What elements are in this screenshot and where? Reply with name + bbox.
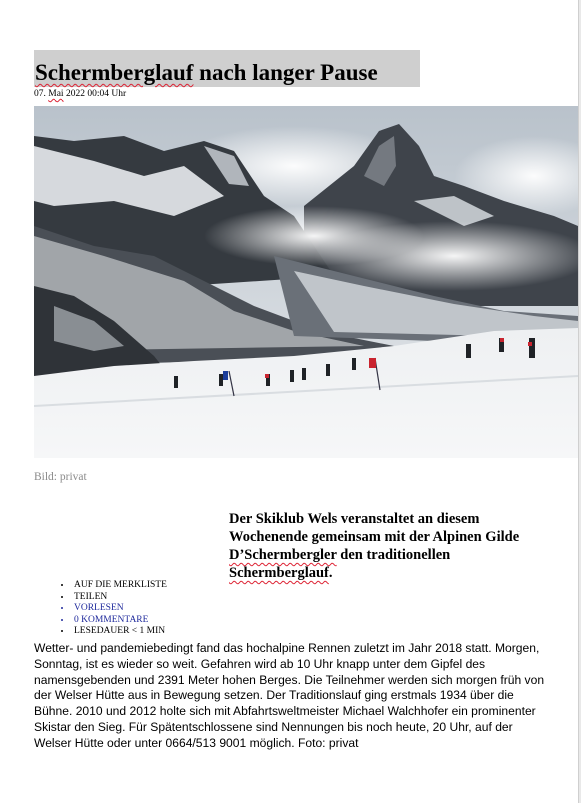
article-lead: Der Skiklub Wels veranstaltet an diesem Wochenende gemeinsam mit der Alpinen Gilde D’Schermbergler den traditionellen Schermberglauf. [229, 511, 520, 581]
article-title: Schermberglauf nach langer Pause [35, 60, 378, 85]
spellcheck-word: Mai [48, 89, 64, 99]
spellcheck-word: Schermberglauf [35, 60, 194, 85]
image-caption: Bild: privat [34, 471, 87, 483]
mountain-photo [34, 106, 578, 458]
article-photo [34, 106, 578, 458]
spellcheck-word: Schermberglauf [229, 565, 329, 581]
add-to-bookmarks-link[interactable]: • AUF DIE MERKLISTE [72, 580, 167, 592]
share-link[interactable]: • TEILEN [72, 592, 167, 604]
read-aloud-link[interactable]: • VORLESEN [72, 603, 167, 615]
article-date: 07. Mai 2022 00:04 Uhr [34, 89, 127, 99]
reading-time: • LESEDAUER < 1 MIN [72, 626, 167, 638]
spellcheck-word: D’Schermbergler [229, 547, 337, 563]
article-body: Wetter- und pandemiebedingt fand das hochalpine Rennen zuletzt im Jahr 2018 statt. Morgen, Sonntag, ist es wieder so weit. Gefahren wird ab 10 Uhr knapp unter dem Gipfel des namensgebenden und 2391 Meter hohen Berges. Die Teilnehmer werden sich morgen früh von der Welser Hütte aus in Bewegung setzen. Der Traditionslauf ging erstmals 1934 über die Bühne. 2010 und 2012 holte sich mit Abfahrtsweltmeister Michael Walchhofer ein prominenter Skistar den Sieg. Für Spätentschlossene sind Nennungen bis noch heute, 20 Uhr, auf der Welser Hütte oder unter 0664/513 9001 möglich. Foto: privat [34, 641, 545, 750]
comments-link[interactable]: • 0 KOMMENTARE [72, 615, 167, 627]
article-actions [54, 580, 167, 638]
